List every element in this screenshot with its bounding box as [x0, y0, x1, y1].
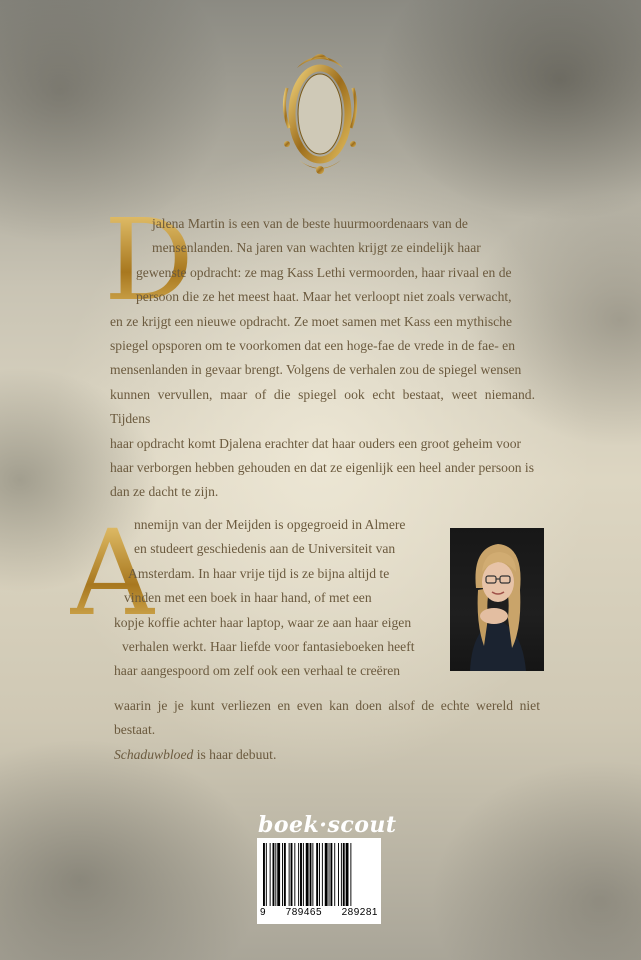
blurb-line: gewenste opdracht: ze mag Kass Lethi vermoorden, haar rivaal en de	[136, 264, 512, 280]
bio-line: nnemijn van der Meijden is opgegroeid in Almere	[134, 517, 406, 532]
barcode-bar	[282, 843, 283, 906]
bio-line: kopje koffie achter haar laptop, waar ze aan haar eigen	[114, 614, 412, 630]
bio-line: vinden met een boek in haar hand, of met een	[124, 590, 372, 606]
barcode-bar	[341, 843, 342, 906]
bio-line: en studeert geschiedenis aan de Universiteit van	[134, 541, 396, 557]
barcode-bar	[284, 843, 286, 906]
isbn-barcode	[257, 838, 381, 924]
barcode-bar	[334, 843, 335, 906]
barcode-bar	[263, 843, 265, 906]
blurb-line: haar opdracht komt Djalena erachter dat haar ouders een groot geheim voor	[110, 435, 522, 451]
barcode-bar	[329, 843, 330, 906]
barcode-bar	[322, 843, 323, 906]
debut-line	[114, 743, 540, 767]
bio-line: verhalen werkt. Haar liefde voor fantasieboeken heeft	[122, 639, 415, 655]
barcode-number	[260, 907, 378, 918]
author-photo-graphic	[450, 528, 544, 671]
barcode-digit-first: 9	[260, 907, 267, 918]
author-dropcap: A	[70, 504, 156, 642]
barcode-bar	[338, 843, 339, 906]
bio-line: Amsterdam. In haar vrije tijd is ze bijna altijd te	[128, 565, 390, 581]
barcode-bar	[277, 843, 280, 906]
blurb-dropcap: D	[104, 196, 194, 326]
barcode-bar	[270, 843, 271, 906]
barcode-bar	[310, 843, 312, 906]
blurb-line: spiegel opsporen om te voorkomen dat een hoge-fae de vrede in de fae- en	[110, 338, 516, 354]
barcode-group-2: 289281	[341, 907, 378, 918]
barcode-bar	[330, 843, 332, 906]
barcode-bar	[289, 843, 290, 906]
barcode-bar	[300, 843, 302, 906]
barcode-bars	[263, 843, 375, 906]
blurb-line: mensenlanden in gevaar brengt. Volgens de verhalen zou de spiegel wensen	[110, 362, 522, 378]
barcode-bar	[291, 843, 293, 906]
barcode-bar	[316, 843, 318, 906]
publisher-logo: boek·scout	[258, 812, 397, 838]
blurb-line: mensenlanden. Na jaren van wachten krijgt ze eindelijk haar	[152, 240, 481, 256]
barcode-bar	[266, 843, 267, 906]
barcode-bar	[325, 843, 328, 906]
author-photo	[450, 528, 544, 671]
barcode-group-1: 789465	[285, 907, 323, 918]
blurb-line: dan ze dacht te zijn.	[110, 484, 219, 500]
book-title: Schaduwbloed	[114, 746, 194, 762]
blurb-line: haar verborgen hebben gehouden en dat ze eigenlijk een heel ander persoon is	[110, 460, 535, 476]
barcode-bar	[312, 843, 313, 906]
author-bio-end	[114, 694, 540, 767]
barcode-bar	[298, 843, 299, 906]
barcode-bar	[346, 843, 349, 906]
author-bio	[114, 513, 432, 684]
barcode-bar	[275, 843, 276, 906]
blurb-line: kunnen vervullen, maar of die spiegel ook echt bestaat, weet niemand. Tijdens	[110, 386, 535, 427]
barcode-bar	[350, 843, 351, 906]
blurb-line: persoon die ze het meest haat. Maar het verloopt niet zoals verwacht,	[136, 289, 512, 305]
barcode-bar	[273, 843, 275, 906]
ornate-mirror-icon	[277, 48, 363, 178]
blurb-line: en ze krijgt een nieuwe opdracht. Ze moet samen met Kass een mythische	[110, 313, 513, 329]
barcode-bar	[294, 843, 295, 906]
debut-rest: is haar debuut.	[193, 746, 277, 762]
blurb-text	[110, 212, 535, 505]
blurb-line: jalena Martin is een van de beste huurmoordenaars van de	[152, 216, 468, 231]
bio-line: waarin je je kunt verliezen en even kan doen alsof de echte wereld niet bestaat.	[114, 698, 540, 738]
barcode-bar	[319, 843, 320, 906]
barcode-bar	[343, 843, 345, 906]
barcode-bar	[303, 843, 304, 906]
barcode-bar	[306, 843, 309, 906]
bio-line: haar aangespoord om zelf ook een verhaal te creëren	[114, 663, 401, 679]
